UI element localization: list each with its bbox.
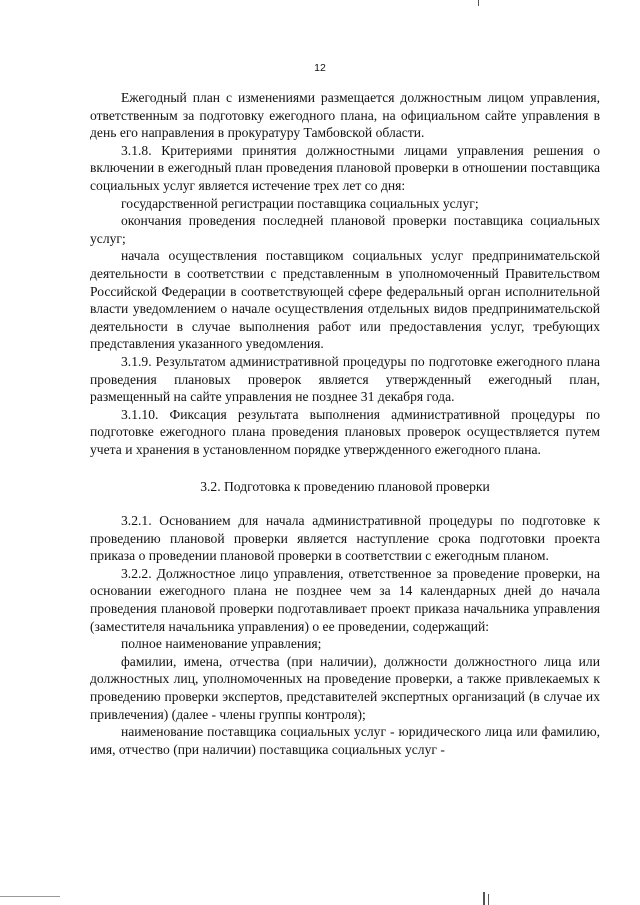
paragraph: 3.1.9. Результатом административной процедуры по подготовке ежегодного плана проведения плановых проверок является утвержденный ежегодный план, размещенный на сайте управления не позднее 31 декабря года. xyxy=(90,353,600,405)
paragraph: 3.2.2. Должностное лицо управления, ответственное за проведение проверки, на основании ежегодного плана не позднее чем за 14 календарных дней до начала проведения плановой проверки подготавливает проект приказа начальника управления (заместителя начальника управления) о ее проведении, содержащий: xyxy=(90,565,600,634)
scan-artifact-top xyxy=(478,0,479,6)
scan-artifact-bottom-mid-2 xyxy=(488,894,489,905)
paragraph: полное наименование управления; xyxy=(121,636,322,652)
paragraph: Ежегодный план с изменениями размещается должностным лицом управления, ответственным за подготовку ежегодного плана, на официальном сайте управления в день его направления в прокуратуру Тамбовской области. xyxy=(90,90,600,141)
paragraph: фамилии, имена, отчества (при наличии), должности должностного лица или должностных лиц, уполномоченных на проведение проверки, а также привлекаемых к проведению проверки экспертов, представителей экспертных организаций (в случае их привлечения) (далее - члены группы контроля); xyxy=(90,653,600,722)
page-number: 12 xyxy=(314,62,326,74)
paragraph: государственной регистрации поставщика социальных услуг; xyxy=(121,195,479,211)
paragraph: наименование поставщика социальных услуг - юридического лица или фамилию, имя, отчество (при наличии) поставщика социальных услуг - xyxy=(90,724,600,757)
paragraph: 3.1.10. Фиксация результата выполнения административной процедуры по подготовке ежегодного плана проведения плановых проверок осуществляется путем учета и хранения в установленном порядке утвержденного ежегодного плана. xyxy=(90,406,600,457)
paragraph: 3.1.8. Критериями принятия должностными лицами управления решения о включении в ежегодный план проведения плановой проверки в отношении поставщика социальных услуг является истечение трех лет со дня: xyxy=(90,142,600,193)
paragraph: окончания проведения последней плановой проверки поставщика социальных услуг; xyxy=(90,213,600,246)
scan-artifact-bottom-mid xyxy=(483,892,485,905)
section-heading: 3.2. Подготовка к проведению плановой проверки xyxy=(200,479,490,495)
document-body xyxy=(90,89,600,758)
paragraph: 3.2.1. Основанием для начала административной процедуры по подготовке к проведению плановой проверки является наступление срока подготовки проекта приказа о проведении плановой проверки в соответствии с ежегодным планом. xyxy=(90,513,600,564)
scan-artifact-bottom-left xyxy=(0,896,60,897)
paragraph: начала осуществления поставщиком социальных услуг предпринимательской деятельности в соответствии с представленным в уполномоченный Правительством Российской Федерации в соответствующей сфере федеральный орган исполнительной власти уведомлением о начале осуществления отдельных видов предпринимательской деятельности в случае выполнения работ или предоставления услуг, требующих представления указанного уведомления. xyxy=(90,248,600,352)
